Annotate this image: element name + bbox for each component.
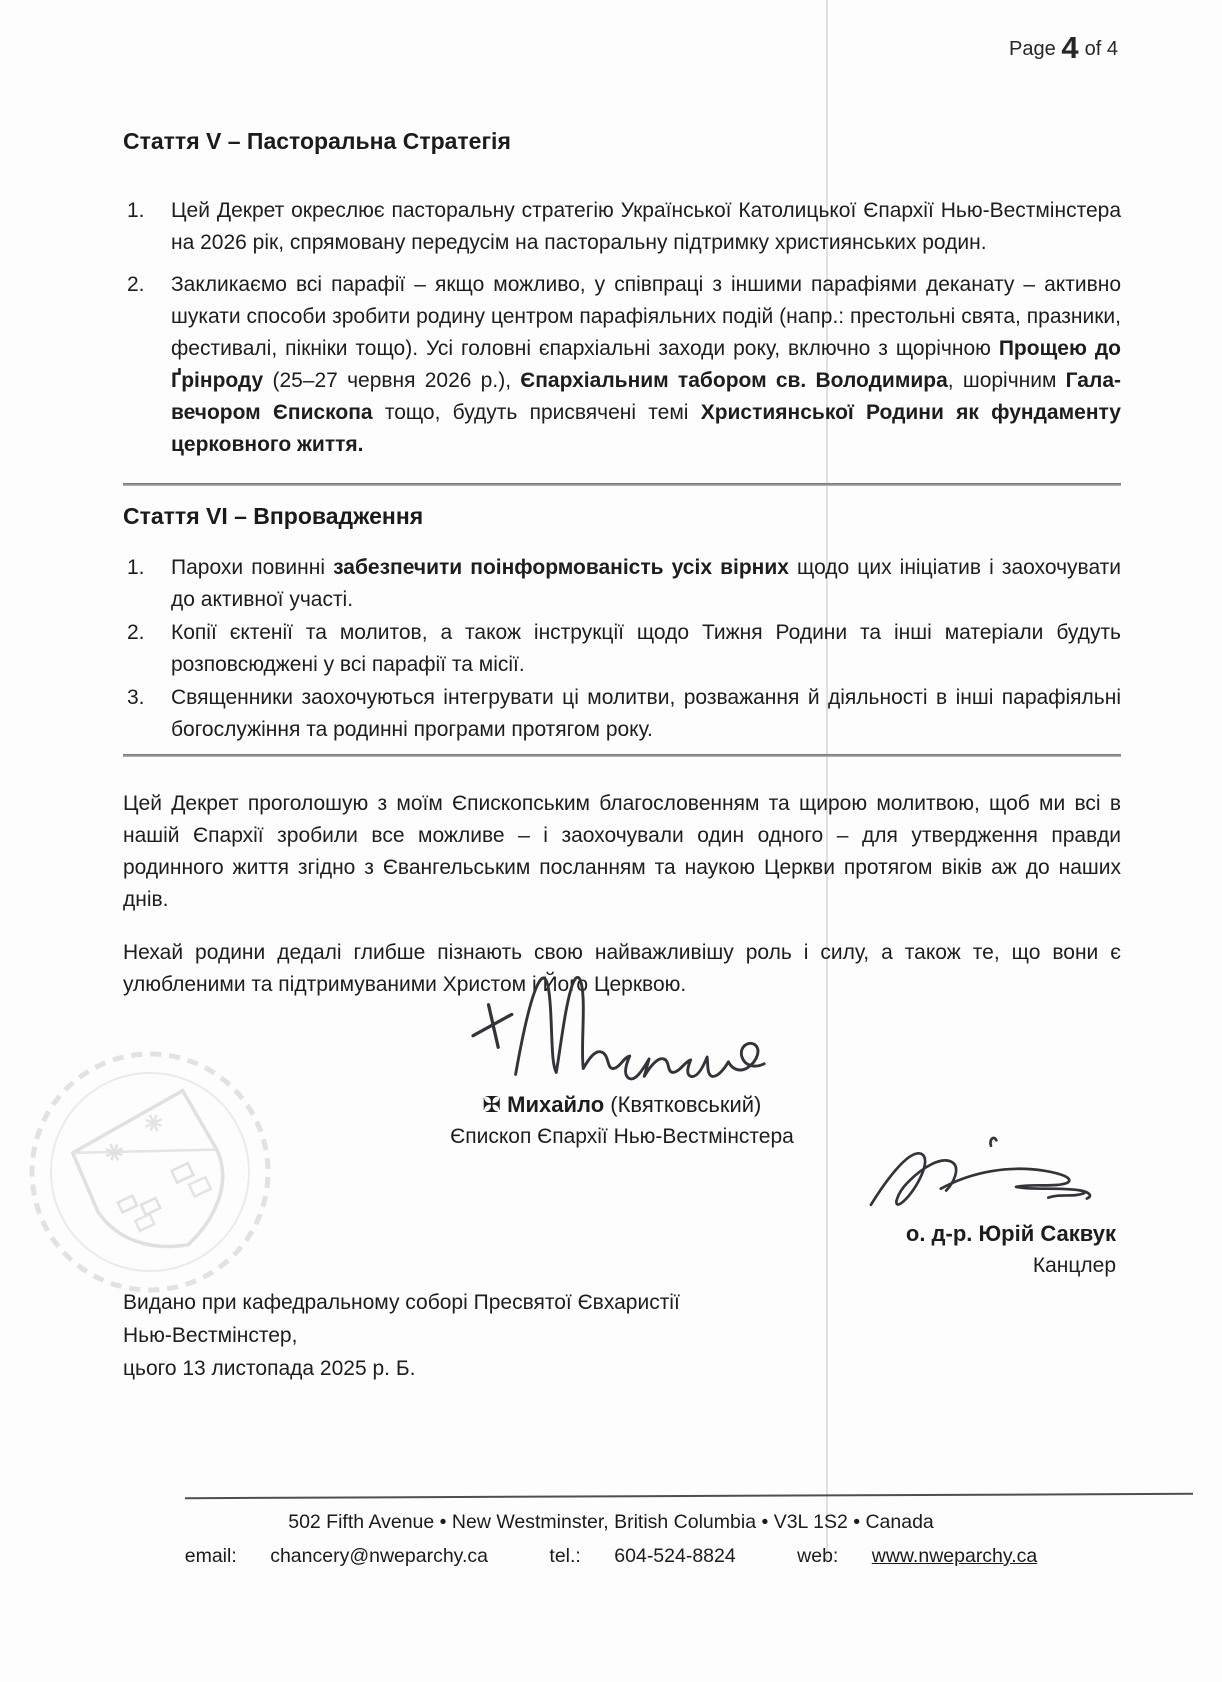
chancellor-signature xyxy=(854,1126,1110,1212)
footer-separator xyxy=(185,1493,1193,1499)
footer-tel xyxy=(535,1545,755,1567)
section5-title: Стаття V – Пасторальна Стратегія xyxy=(123,128,511,154)
list-item-number: 2. xyxy=(127,621,145,644)
issuance-place: Видано при кафедральному соборі Пресвятої Євхаристії xyxy=(123,1291,680,1314)
tel-label: tel.: xyxy=(549,1545,581,1567)
section-divider xyxy=(123,754,1121,757)
list-item-text: Священники заохочуються інтегрувати ці молитви, розважання й діяльності в інші парафіяльні богослужіння та родинні програми протягом року. xyxy=(171,686,1121,741)
document-body xyxy=(123,120,1121,757)
chancellor-signature-block xyxy=(656,1126,1116,1282)
page-number-suffix: of 4 xyxy=(1084,38,1118,60)
web-value: www.nweparchy.ca xyxy=(871,1545,1038,1567)
bishop-name-rest: (Квятковський) xyxy=(604,1092,762,1117)
bishop-title: Єпископ Єпархії Нью-Вестмінстера xyxy=(450,1125,794,1148)
bishop-name-bold: ✠ Михайло xyxy=(482,1092,605,1117)
closing-paragraph-2: Нехай родини дедалі глибше пізнають свою найважливішу роль і силу, а також те, що вони є улюбленими та підтримуваними Христом і Його Церквою. xyxy=(123,941,1121,996)
list-item-number: 2. xyxy=(127,273,145,296)
list-item xyxy=(123,269,1121,461)
footer-web xyxy=(783,1545,1051,1567)
footer xyxy=(0,1505,1222,1573)
email-label: email: xyxy=(184,1545,237,1567)
list-item-number: 1. xyxy=(127,199,145,222)
web-label: web: xyxy=(797,1545,839,1567)
list-item-text: Закликаємо всі парафії – якщо можливо, у співпраці з іншими парафіями деканату – активно шукати способи зробити родину центром парафіяльних подій (напр.: престольні свята, празники, фестивалі, пікніки тощо). Усі головні єпархіальні заходи року, включно з щорічною Прощею до Ґрінроду (25–27 червня 2026 р.), Єпархіальним табором св. Володимира, шорічним Гала-вечором Єпископа тощо, будуть присвячені темі Християнської Родини як фундаменту церковного життя. xyxy=(171,273,1121,456)
bishop-signature xyxy=(457,968,787,1086)
section6-list xyxy=(123,552,1121,746)
page-number-value: 4 xyxy=(1061,30,1080,65)
embossed-eparchy-seal xyxy=(22,1030,284,1306)
list-item-number: 3. xyxy=(127,686,145,709)
section5-list xyxy=(123,195,1121,461)
list-item-text: Копії єктенії та молитов, а також інструкції щодо Тижня Родини та інші матеріали будуть розповсюджені у всі парафії та місії. xyxy=(171,621,1121,676)
list-item xyxy=(123,682,1121,746)
chancellor-title: Канцлер xyxy=(1032,1254,1116,1277)
issuance-city: Нью-Вестмінстер, xyxy=(123,1324,298,1347)
footer-address: 502 Fifth Avenue • New Westminster, British Columbia • V3L 1S2 • Canada xyxy=(288,1511,934,1533)
footer-email xyxy=(171,1545,508,1567)
page-number-prefix: Page xyxy=(1009,38,1056,60)
issuance-date: цього 13 листопада 2025 р. Б. xyxy=(123,1357,416,1380)
list-item-text: Парохи повинні забезпечити поінформованість усіх вірних щодо цих ініціатив і заохочувати до активної участі. xyxy=(171,556,1122,611)
list-item xyxy=(123,552,1121,616)
section-divider xyxy=(123,483,1121,486)
list-item xyxy=(123,617,1121,681)
list-item xyxy=(123,195,1121,259)
chancellor-name: о. д-р. Юрій Саквук xyxy=(905,1221,1116,1246)
tel-value: 604-524-8824 xyxy=(614,1545,736,1567)
closing-paragraph-1: Цей Декрет проголошую з моїм Єпископським благословенням та щирою молитвою, щоб ми всі в нашій Єпархії зробили все можливе – і заохочували один одного – для утвердження правди родинного життя згідно з Євангельським посланням та наукою Церкви протягом віків аж до наших днів. xyxy=(123,792,1121,911)
list-item-number: 1. xyxy=(127,556,145,579)
list-item-text: Цей Декрет окреслює пасторальну стратегію Української Католицької Єпархії Нью-Вестмінстера на 2026 рік, спрямовану передусім на пасторальну підтримку християнських родин. xyxy=(171,199,1121,254)
email-value: chancery@nweparchy.ca xyxy=(270,1545,488,1567)
page-number xyxy=(1009,30,1118,66)
footer-contacts xyxy=(0,1539,1222,1573)
section6-title: Стаття VI – Впровадження xyxy=(123,503,424,529)
issuance-block xyxy=(123,1286,680,1385)
